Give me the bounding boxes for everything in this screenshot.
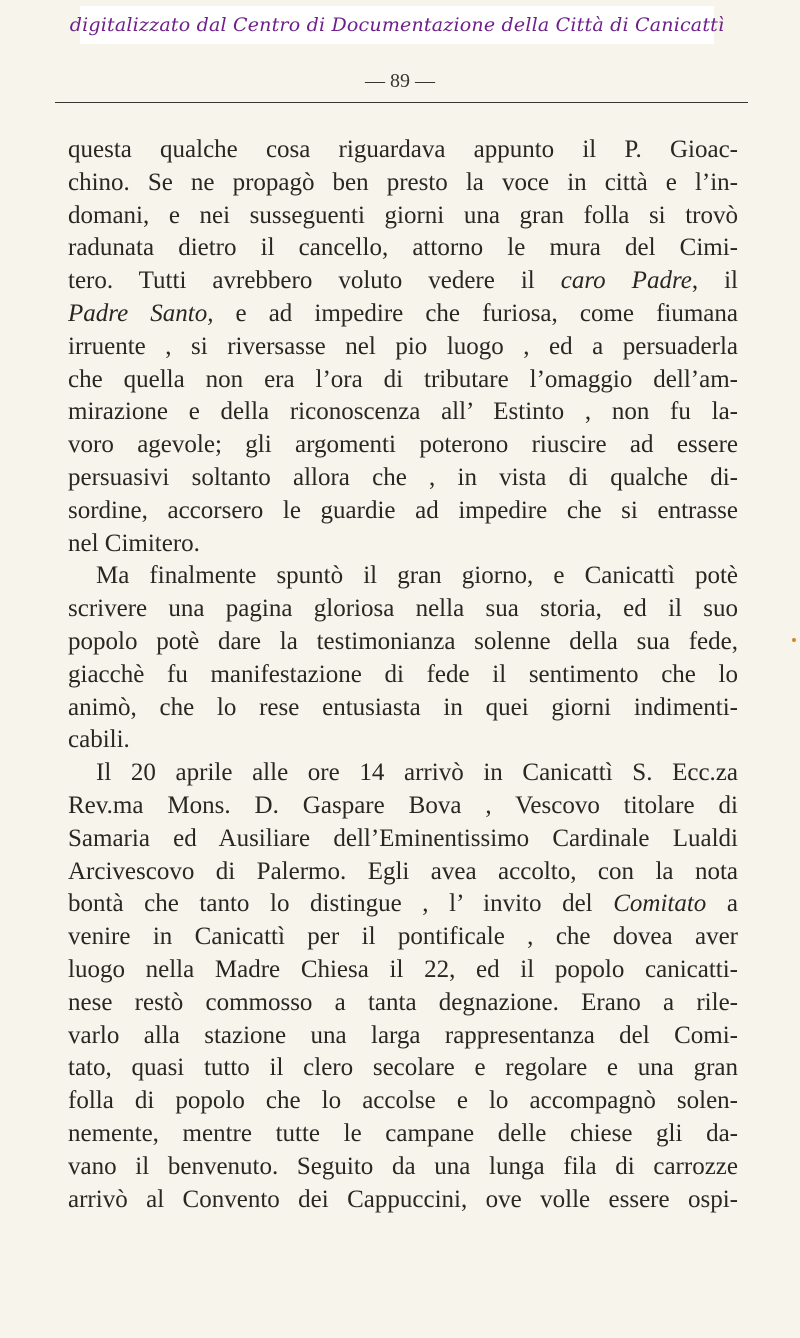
- text-segment: Rev.ma Mons. D. Gaspare Bova , Vescovo titolare di: [68, 791, 738, 819]
- text-segment: radunata dietro il cancello, attorno le mura del Cimi-: [68, 234, 738, 262]
- text-segment: venire in Canicattì per il pontificale , che dovea aver: [68, 923, 738, 951]
- page-number: — 89 —: [365, 70, 435, 92]
- text-line: [68, 232, 738, 265]
- text-segment: varlo alla stazione una larga rappresentanza del Comi-: [68, 1021, 738, 1049]
- italic-text: Comitato: [613, 890, 707, 918]
- body-text: [68, 134, 738, 1216]
- text-segment: nemente, mentre tutte le campane delle chiese gli da-: [68, 1119, 738, 1147]
- text-line: [68, 200, 738, 233]
- text-line: [68, 1118, 738, 1151]
- text-line: [68, 462, 738, 495]
- text-segment: domani, e nei susseguenti giorni una gran folla si trovò: [68, 201, 738, 229]
- italic-text: caro Padre: [560, 267, 692, 295]
- text-segment: voro agevole; gli argomenti poterono riuscire ad essere: [68, 431, 738, 459]
- text-line: [68, 954, 738, 987]
- text-segment: mirazione e della riconoscenza all’ Estinto , non fu la-: [68, 398, 738, 426]
- text-segment: Ma finalmente spuntò il gran giorno, e Canicattì potè: [96, 562, 738, 590]
- text-segment: popolo potè dare la testimonianza solenne della sua fede,: [68, 627, 738, 655]
- text-segment: nel Cimitero.: [68, 529, 200, 557]
- text-segment: che quella non era l’ora di tributare l’omaggio dell’am-: [68, 365, 738, 393]
- text-line: [68, 364, 738, 397]
- text-segment: questa qualche cosa riguardava appunto il P. Gioac-: [68, 136, 738, 163]
- text-segment: e ad impedire che furiosa, come fiumana: [213, 299, 738, 327]
- text-segment: chino. Se ne propagò ben presto la voce in città e l’in-: [68, 168, 738, 196]
- text-line: [68, 724, 738, 757]
- text-segment: vano il benvenuto. Seguito da una lunga fila di carrozze: [68, 1152, 738, 1180]
- text-line: [68, 134, 738, 167]
- text-segment: folla di popolo che lo accolse e lo accompagnò solen-: [68, 1087, 738, 1115]
- text-segment: irruente , si riversasse nel pio luogo , ed a persuaderla: [68, 332, 738, 360]
- text-line: [68, 495, 738, 528]
- text-line: [68, 790, 738, 823]
- text-segment: cabili.: [68, 726, 130, 754]
- text-line: [68, 692, 738, 725]
- text-line: [68, 626, 738, 659]
- text-line: [68, 757, 738, 790]
- text-line: [68, 429, 738, 462]
- text-line: [68, 856, 738, 889]
- text-line: [68, 265, 738, 298]
- paper-stain: [792, 638, 796, 642]
- text-line: [68, 921, 738, 954]
- text-segment: giacchè fu manifestazione di fede il sentimento che lo: [68, 660, 738, 688]
- text-line: [68, 659, 738, 692]
- text-line: [68, 167, 738, 200]
- text-line: [68, 528, 738, 561]
- text-segment: bontà che tanto lo distingue , l’ invito del: [68, 890, 614, 918]
- text-line: [68, 560, 738, 593]
- text-segment: luogo nella Madre Chiesa il 22, ed il popolo canicatti-: [68, 955, 738, 983]
- text-line: [68, 396, 738, 429]
- text-segment: scrivere una pagina gloriosa nella sua storia, ed il suo: [68, 595, 738, 623]
- digitization-watermark: digitalizzato dal Centro di Documentazione della Città di Canicattì: [80, 6, 714, 44]
- text-segment: nese restò commosso a tanta degnazione. Erano a rile-: [68, 988, 738, 1016]
- text-segment: Arcivescovo di Palermo. Egli avea accolto, con la nota: [68, 857, 738, 885]
- text-line: [68, 1184, 738, 1217]
- text-segment: Samaria ed Ausiliare dell’Eminentissimo Cardinale Lualdi: [68, 824, 738, 852]
- text-line: [68, 593, 738, 626]
- text-line: [68, 888, 738, 921]
- text-line: [68, 1151, 738, 1184]
- text-line: [68, 298, 738, 331]
- text-segment: animò, che lo rese entusiasta in quei giorni indimenti-: [68, 693, 738, 721]
- text-segment: Il 20 aprile alle ore 14 arrivò in Canicattì S. Ecc.za: [96, 759, 738, 787]
- text-line: [68, 1020, 738, 1053]
- header-rule: [55, 102, 748, 103]
- text-segment: sordine, accorsero le guardie ad impedire che si entrasse: [68, 496, 738, 524]
- text-line: [68, 331, 738, 364]
- text-line: [68, 1052, 738, 1085]
- text-line: [68, 987, 738, 1020]
- italic-text: Padre Santo,: [68, 299, 214, 327]
- text-segment: persuasivi soltanto allora che , in vista di qualche di-: [68, 463, 738, 491]
- text-line: [68, 1085, 738, 1118]
- text-segment: tero. Tutti avrebbero voluto vedere il: [68, 267, 561, 295]
- text-segment: , il: [691, 267, 738, 295]
- text-segment: tato, quasi tutto il clero secolare e regolare e una gran: [68, 1054, 738, 1082]
- text-line: [68, 823, 738, 856]
- text-segment: a: [706, 890, 738, 918]
- text-segment: arrivò al Convento dei Cappuccini, ove volle essere ospi-: [68, 1185, 738, 1213]
